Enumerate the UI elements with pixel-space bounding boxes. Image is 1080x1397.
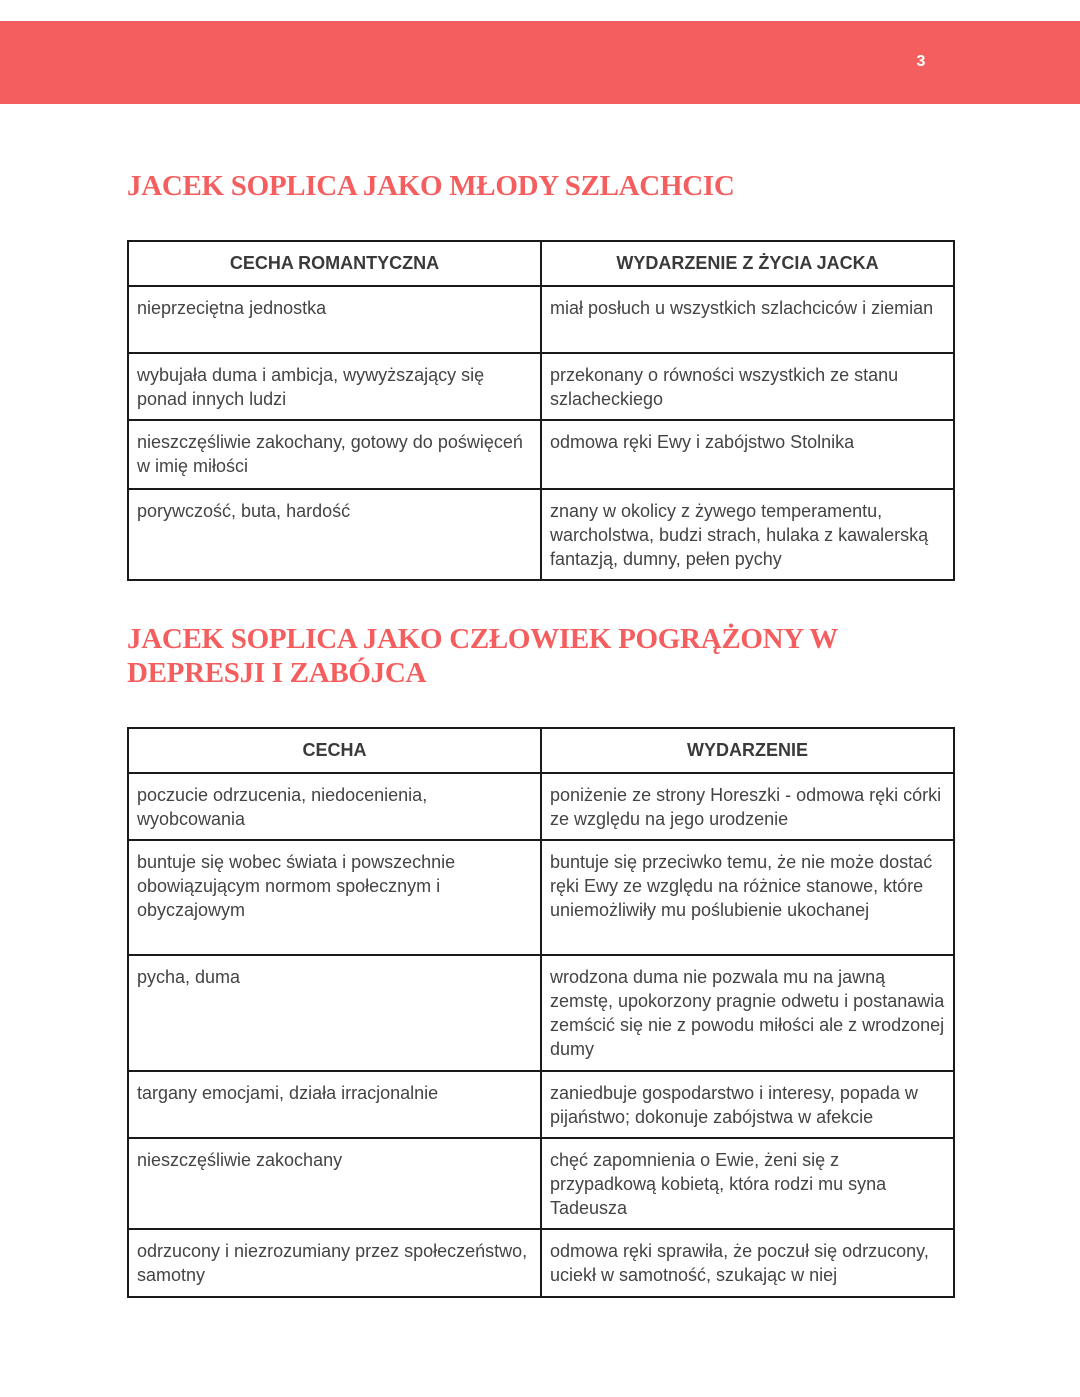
trait-cell: buntuje się wobec świata i powszechnie obowiązującym normom społecznym i obyczajowym: [128, 840, 541, 955]
trait-cell: nieszczęśliwie zakochany: [128, 1138, 541, 1229]
table-header-row: [128, 241, 954, 286]
event-cell: odmowa ręki Ewy i zabójstwo Stolnika: [541, 420, 954, 489]
table-row: [128, 1071, 954, 1138]
romantic-traits-table: [127, 240, 955, 581]
event-cell: zaniedbuje gospodarstwo i interesy, popada w pijaństwo; dokonuje zabójstwa w afekcie: [541, 1071, 954, 1138]
trait-cell: poczucie odrzucenia, niedocenienia, wyobcowania: [128, 773, 541, 840]
column-header-trait: CECHA ROMANTYCZNA: [128, 241, 541, 286]
event-cell: znany w okolicy z żywego temperamentu, warcholstwa, budzi strach, hulaka z kawalerską fantazją, dumny, pełen pychy: [541, 489, 954, 580]
section-heading-depression-killer: JACEK SOPLICA JAKO CZŁOWIEK POGRĄŻONY W DEPRESJI I ZABÓJCA: [127, 623, 838, 689]
trait-cell: nieszczęśliwie zakochany, gotowy do poświęceń w imię miłości: [128, 420, 541, 489]
trait-cell: targany emocjami, działa irracjonalnie: [128, 1071, 541, 1138]
table-row: [128, 353, 954, 420]
event-cell: odmowa ręki sprawiła, że poczuł się odrzucony, uciekł w samotność, szukając w niej: [541, 1229, 954, 1297]
table-row: [128, 955, 954, 1071]
table-row: [128, 286, 954, 353]
event-cell: chęć zapomnienia o Ewie, żeni się z przypadkową kobietą, która rodzi mu syna Tadeusza: [541, 1138, 954, 1229]
trait-cell: pycha, duma: [128, 955, 541, 1071]
event-cell: poniżenie ze strony Horeszki - odmowa ręki córki ze względu na jego urodzenie: [541, 773, 954, 840]
column-header-trait: CECHA: [128, 728, 541, 773]
column-header-event: WYDARZENIE Z ŻYCIA JACKA: [541, 241, 954, 286]
table-row: [128, 1229, 954, 1297]
event-cell: wrodzona duma nie pozwala mu na jawną zemstę, upokorzony pragnie odwetu i postanawia zemścić się nie z powodu miłości ale z wrodzonej dumy: [541, 955, 954, 1071]
table-row: [128, 420, 954, 489]
trait-cell: porywczość, buta, hardość: [128, 489, 541, 580]
trait-cell: wybujała duma i ambicja, wywyższający się ponad innych ludzi: [128, 353, 541, 420]
depression-traits-table: [127, 727, 955, 1298]
table-row: [128, 773, 954, 840]
column-header-event: WYDARZENIE: [541, 728, 954, 773]
event-cell: buntuje się przeciwko temu, że nie może dostać ręki Ewy ze względu na różnice stanowe, które uniemożliwiły mu poślubienie ukochanej: [541, 840, 954, 955]
event-cell: miał posłuch u wszystkich szlachciców i ziemian: [541, 286, 954, 353]
trait-cell: odrzucony i niezrozumiany przez społeczeństwo, samotny: [128, 1229, 541, 1297]
table-row: [128, 489, 954, 580]
event-cell: przekonany o równości wszystkich ze stanu szlacheckiego: [541, 353, 954, 420]
trait-cell: nieprzeciętna jednostka: [128, 286, 541, 353]
page-number: 3: [916, 53, 926, 70]
table-row: [128, 840, 954, 955]
table-row: [128, 1138, 954, 1229]
table-header-row: [128, 728, 954, 773]
section-heading-young-nobleman: JACEK SOPLICA JAKO MŁODY SZLACHCIC: [127, 170, 735, 202]
